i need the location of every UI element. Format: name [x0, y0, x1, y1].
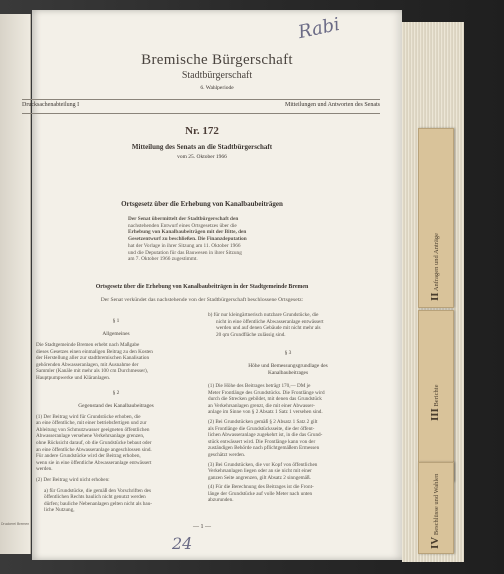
tab-label: Berichte	[433, 384, 440, 407]
text-line: als Frontlänge die Grundstücksseite, die der öffent-	[208, 425, 315, 432]
masthead-subtitle: Stadtbürgerschaft	[181, 70, 253, 81]
tab-number: II	[429, 292, 441, 301]
text-line: (1) Der Beitrag wird für Grundstücke erhoben, die	[36, 413, 141, 420]
masthead-title: Bremische Bürgerschaft	[141, 52, 293, 68]
text-line: der Herstellung aller zur stadtbremischen Kanalisation	[36, 355, 150, 362]
text-line: Verkehrsanlagen liegen oder an sie nicht mit einer	[208, 468, 312, 475]
intro-line: Gesetzentwurf zu beschließen. Die Finanzdeputation	[128, 236, 247, 243]
section-1-text	[36, 342, 196, 382]
header-left: Drucksachenabteilung I	[22, 102, 80, 108]
text-line: geschätzt werden.	[208, 451, 246, 458]
text-line: gehörenden Abwasseranlagen, mit Ausnahme der	[36, 361, 139, 368]
ortsgesetz-heading: Ortsgesetz über die Erhebung von Kanalbaubeiträgen in der Stadtgemeinde Bremen	[95, 284, 309, 290]
section-2-marker: § 2	[112, 389, 120, 396]
text-line: an Verkehrsanlagen grenzt, die mit einer Abwasser-	[208, 402, 315, 409]
text-line: (2) Bei Grundstücken gemäß § 2 Absatz 1 Satz 2 gilt	[208, 418, 318, 425]
text-line: anlage im Sinne von § 2 Absatz 1 Satz 1 versehen sind.	[208, 409, 323, 416]
section-2-text	[36, 414, 196, 473]
law-heading: Ortsgesetz über die Erhebung von Kanalbaubeiträgen	[121, 200, 283, 208]
text-line: liche Nutzung,	[44, 507, 75, 514]
section-2-title: Gegenstand des Kanalbaubeitrages	[78, 402, 154, 409]
text-line: wenn sie in eine öffentliche Abwasseranlage entwässert	[36, 459, 152, 466]
page-number: — 1 —	[193, 524, 211, 530]
document-number: Nr. 172	[185, 125, 219, 137]
tab-anfragen[interactable]	[418, 128, 454, 308]
section-3-para-4	[208, 484, 368, 504]
text-line: Sammler (Kanäle mit mehr als 100 cm Durchmesser),	[36, 368, 149, 375]
text-line: an eine öffentliche, mit einer betriebsfertigen und zur	[36, 420, 147, 427]
printer-stamp: Druckerei Bremen	[1, 522, 30, 526]
text-line: b) für nur kleingärtnerisch nutzbare Grundstücke, die	[208, 312, 319, 318]
text-line: werden und auf denen Gebäude mit nicht mehr als	[216, 325, 321, 332]
intro-line: Erhebung von Kanalbaubeiträgen mit der Bitte, den	[128, 229, 247, 236]
text-line: Die Stadtgemeinde Bremen erhebt nach Maßgabe	[36, 342, 140, 348]
section-3-marker: § 3	[284, 350, 292, 357]
communication-date: vom 25. Oktober 1966	[177, 154, 227, 160]
text-line: dieses Gesetzes einen einmaligen Beitrag zu den Kosten	[36, 348, 153, 355]
text-line: lichen Abwasseranlage zugekehrt ist, in die das Grund-	[208, 432, 323, 439]
right-column	[208, 312, 368, 504]
masthead	[32, 52, 402, 91]
header-rule	[22, 99, 380, 100]
text-line: länge der Grundstücke auf volle Meter nach unten	[208, 490, 313, 497]
tab-beschluesse[interactable]	[418, 462, 454, 554]
register-tabs	[418, 30, 452, 552]
text-line: öffentlichen Rechts baulich nicht genutzt werden	[44, 494, 146, 501]
text-line: ohne Rücksicht darauf, ob die Grundstücke bebaut oder	[36, 439, 152, 446]
intro-line: hat der Vorlage in ihrer Sitzung am 11. Oktober 1966	[128, 242, 241, 249]
text-line: nicht in eine öffentliche Abwasseranlage entwässert	[216, 318, 324, 325]
text-line: (3) Bei Grundstücken, die vor Kopf von öffentlichen	[208, 461, 318, 468]
facing-page-edge	[0, 14, 31, 554]
text-line: Abwasseranlage versehene Verkehrsanlage grenzen,	[36, 433, 145, 440]
tab-number: IV	[429, 536, 441, 549]
text-line: ganzen Seite angrenzen, gilt Absatz 2 sinngemäß.	[208, 474, 311, 481]
tab-label: Beschlüsse und Wahlen	[433, 473, 440, 536]
section-3-title: Höhe und Bemessungsgrundlage des Kanalbaubeitrages	[248, 363, 328, 377]
intro-line: Der Senat übermittelt der Stadtbürgerschaft den	[128, 216, 239, 222]
intro-paragraph	[128, 216, 288, 263]
text-line: Meter Frontlänge des Grundstücks. Die Frontlänge wird	[208, 389, 325, 396]
tab-label: Anfragen und Anträge	[433, 233, 440, 292]
intro-line: nachstehenden Entwurf eines Ortsgesetzes über die	[128, 222, 237, 229]
text-line: stück entwässert wird. Die Frontlänge kann von der	[208, 438, 316, 445]
text-line: abzurunden.	[208, 497, 234, 504]
intro-line: am 7. Oktober 1966 zugestimmt.	[128, 256, 198, 263]
section-3-para-2	[208, 419, 368, 459]
text-line: Ableitung von Schmutzwasser geeigneten öffentlichen	[36, 426, 150, 433]
section-3-para-1	[208, 383, 368, 416]
section-3-para-3	[208, 462, 368, 482]
left-column	[36, 318, 196, 514]
tab-berichte[interactable]	[418, 310, 454, 482]
communication-title: Mitteilung des Senats an die Stadtbürgerschaft	[131, 143, 273, 151]
section-2-item-a	[36, 488, 196, 514]
text-line: 20 qm Grundfläche zulässig sind.	[216, 331, 286, 338]
text-line: Hauptpumpwerke und Kläranlagen.	[36, 374, 111, 381]
preamble: Der Senat verkündet das nachstehende von der Stadtbürgerschaft beschlossene Ortsgesetz:	[100, 297, 304, 303]
masthead-period: 6. Wahlperiode	[200, 85, 234, 91]
header-rule-bottom	[22, 113, 380, 114]
text-line: Für andere Grundstücke wird der Beitrag erhoben,	[36, 453, 141, 460]
notice-header	[32, 125, 372, 160]
handwritten-note: Rabi	[296, 13, 342, 44]
text-line: (4) Für die Berechnung des Beitrages ist die Front-	[208, 484, 314, 491]
intro-line: und die Deputation für das Bauwesen in ihrer Sitzung	[128, 249, 242, 256]
tab-number: III	[429, 408, 441, 421]
text-line: (1) Die Höhe des Beitrages beträgt 170,— DM je	[208, 382, 311, 389]
section-2-item-b	[208, 312, 368, 338]
handwritten-page-number: 24	[172, 534, 193, 553]
document-page	[22, 10, 402, 560]
section-1-marker: § 1	[112, 318, 120, 324]
text-line: an eine öffentliche Abwasseranlage angeschlossen sind.	[36, 446, 152, 453]
text-line: dürfen; bauliche Nebenanlagen gelten nicht als bau-	[44, 500, 153, 507]
text-line: durch die Strecken gebildet, mit denen das Grundstück	[208, 396, 322, 403]
text-line: werden.	[36, 466, 53, 473]
text-line: a) für Grundstücke, die gemäß den Vorschriften des	[44, 487, 151, 494]
section-2-para-2: (2) Der Beitrag wird nicht erhoben:	[36, 476, 110, 483]
text-line: zuständigen Behörde nach pflichtgemäßem Ermessen	[208, 445, 320, 452]
section-1-title: Allgemeines	[102, 331, 130, 337]
header-right: Mitteilungen und Antworten des Senats	[285, 102, 380, 108]
